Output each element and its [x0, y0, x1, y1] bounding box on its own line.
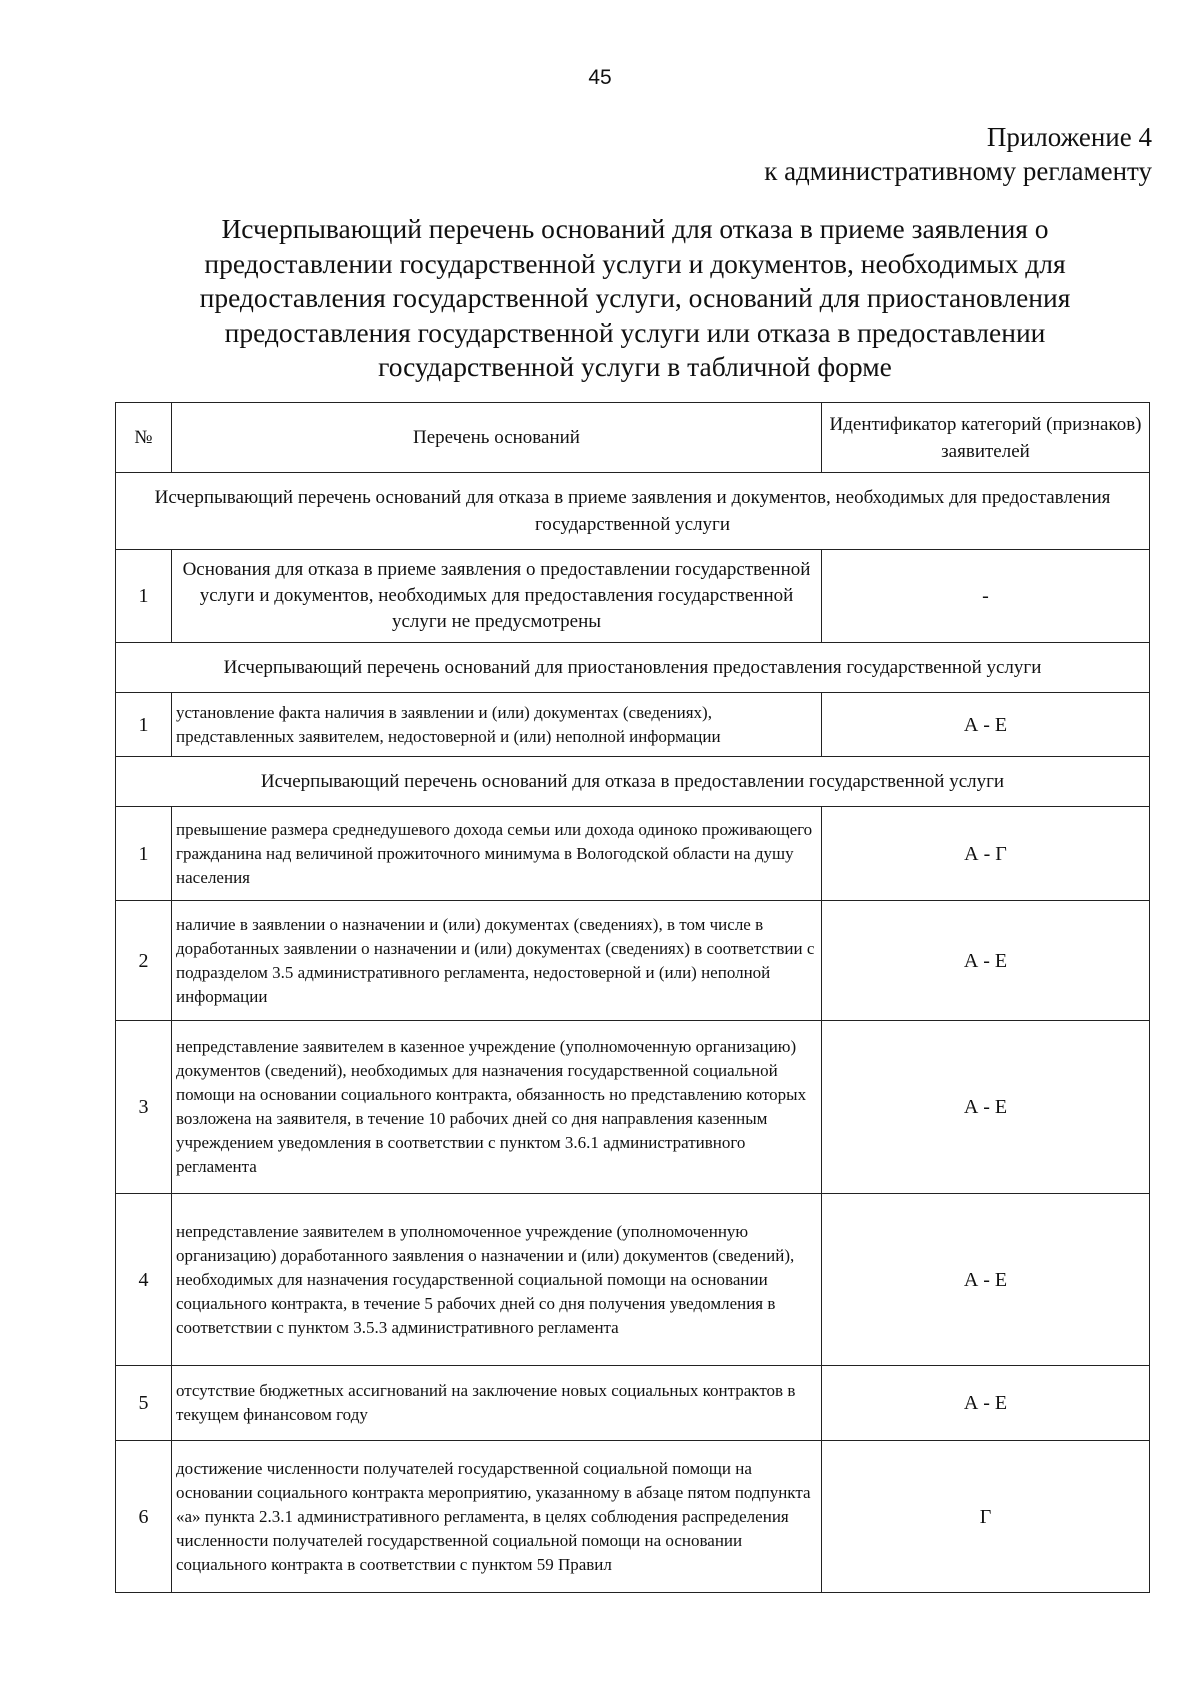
row-num: 1 — [116, 807, 172, 901]
row-num: 4 — [116, 1194, 172, 1366]
title-line: государственной услуги в табличной форме — [378, 351, 892, 382]
row-identifier: А - Е — [822, 1366, 1150, 1441]
header-num: № — [116, 403, 172, 473]
row-num: 5 — [116, 1366, 172, 1441]
row-num: 6 — [116, 1441, 172, 1593]
row-text: установление факта наличия в заявлении и (или) документах (сведениях), представленных заявителем, недостоверной и (или) неполной информации — [172, 693, 822, 757]
section-row — [116, 643, 1150, 693]
table-row — [116, 1021, 1150, 1194]
table-row — [116, 807, 1150, 901]
row-identifier: А - Е — [822, 1194, 1150, 1366]
section-title: Исчерпывающий перечень оснований для отказа в предоставлении государственной услуги — [116, 757, 1150, 807]
appendix-line-1: Приложение 4 — [986, 122, 1152, 152]
document-title — [150, 212, 1120, 385]
row-num: 1 — [116, 693, 172, 757]
row-identifier: - — [822, 550, 1150, 643]
page-number: 45 — [588, 66, 612, 89]
table-row — [116, 901, 1150, 1021]
title-line: предоставления государственной услуги, оснований для приостановления — [199, 282, 1071, 313]
row-identifier: А - Е — [822, 901, 1150, 1021]
row-num: 2 — [116, 901, 172, 1021]
row-text: непредставление заявителем в казенное учреждение (уполномоченную организацию) документов (сведений), необходимых для назначения государственной социальной помощи на основании социального контракта, обязанность но представлению которых возложена на заявителя, в течение 10 рабочих дней со дня направления казенным учреждением уведомления в соответствии с пунктом 3.6.1 административного регламента — [172, 1021, 822, 1194]
appendix-line-2: к административному регламенту — [764, 156, 1152, 186]
table-header-row — [116, 403, 1150, 473]
row-identifier: А - Е — [822, 693, 1150, 757]
title-line: Исчерпывающий перечень оснований для отказа в приеме заявления о — [221, 213, 1049, 244]
appendix-caption — [764, 120, 1152, 188]
section-title: Исчерпывающий перечень оснований для приостановления предоставления государственной услуги — [116, 643, 1150, 693]
grounds-table — [115, 402, 1150, 1593]
section-title: Исчерпывающий перечень оснований для отказа в приеме заявления и документов, необходимых для предоставления государственной услуги — [116, 473, 1150, 550]
row-identifier: А - Е — [822, 1021, 1150, 1194]
row-text: отсутствие бюджетных ассигнований на заключение новых социальных контрактов в текущем финансовом году — [172, 1366, 822, 1441]
row-num: 3 — [116, 1021, 172, 1194]
row-text: Основания для отказа в приеме заявления о предоставлении государственной услуги и документов, необходимых для предоставления государственной услуги не предусмотрены — [172, 550, 822, 643]
title-line: предоставлении государственной услуги и документов, необходимых для — [204, 247, 1066, 279]
header-identifier: Идентификатор категорий (признаков) заявителей — [822, 403, 1150, 473]
section-row — [116, 473, 1150, 550]
row-identifier: Г — [822, 1441, 1150, 1593]
row-text: превышение размера среднедушевого дохода семьи или дохода одиноко проживающего гражданина над величиной прожиточного минимума в Вологодской области на душу населения — [172, 807, 822, 901]
table-row — [116, 550, 1150, 643]
row-text: достижение численности получателей государственной социальной помощи на основании социального контракта мероприятию, указанному в абзаце пятом подпункта «а» пункта 2.3.1 административного регламента, в целях соблюдения распределения численности получателей государственной социальной помощи на основании социального контракта в соответствии с пунктом 59 Правил — [172, 1441, 822, 1593]
section-row — [116, 757, 1150, 807]
row-text: наличие в заявлении о назначении и (или) документах (сведениях), в том числе в доработанных заявлении о назначении и (или) документах (сведениях) в соответствии с подразделом 3.5 административного регламента, недостоверной и (или) неполной информации — [172, 901, 822, 1021]
table-row — [116, 1366, 1150, 1441]
title-line: предоставления государственной услуги или отказа в предоставлении — [224, 316, 1046, 348]
row-num: 1 — [116, 550, 172, 643]
table-row — [116, 1194, 1150, 1366]
header-grounds: Перечень оснований — [172, 403, 822, 473]
row-text: непредставление заявителем в уполномоченное учреждение (уполномоченную организацию) доработанного заявления о назначении и (или) документов (сведений), необходимых для назначения государственной социальной помощи на основании социального контракта, в течение 5 рабочих дней со дня получения уведомления в соответствии с пунктом 3.5.3 административного регламента — [172, 1194, 822, 1366]
row-identifier: А - Г — [822, 807, 1150, 901]
table-row — [116, 1441, 1150, 1593]
table-row — [116, 693, 1150, 757]
